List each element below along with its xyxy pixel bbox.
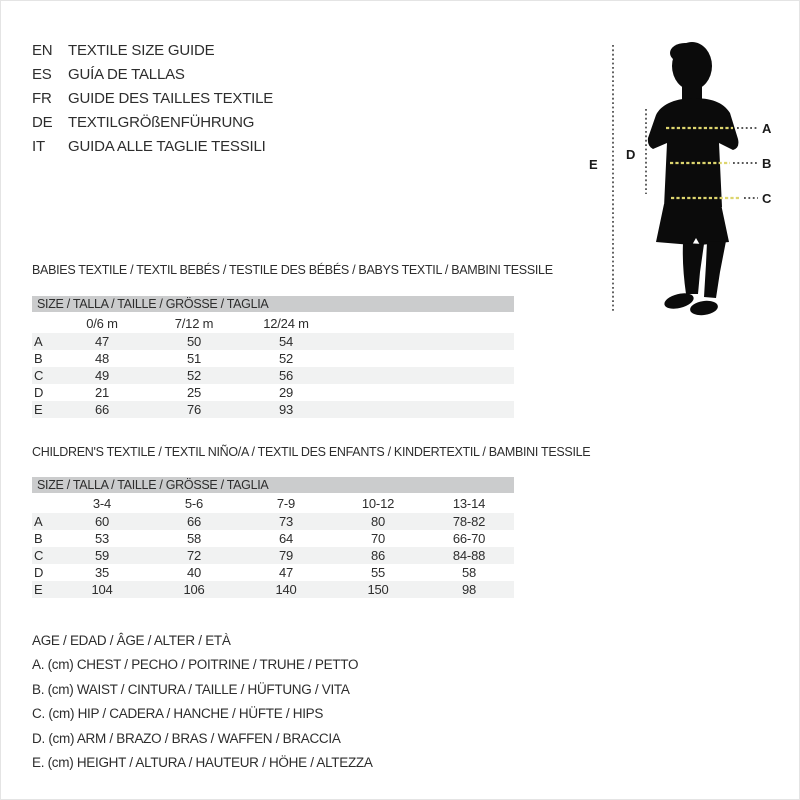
value-cell: 84-88 [452, 548, 486, 563]
legend-line-waist: B. (cm) WAIST / CINTURA / TAILLE / HÜFTUNG / VITA [32, 681, 350, 697]
column-header-cell: 7-9 [276, 496, 296, 511]
table-row [32, 333, 514, 350]
value-cell: 40 [186, 565, 202, 580]
figure-label-d: D [626, 147, 636, 162]
children-section-heading: CHILDREN'S TEXTILE / TEXTIL NIÑO/A / TEXTIL DES ENFANTS / KINDERTEXTIL / BAMBINI TESSILE [32, 445, 591, 459]
value-cell: 86 [370, 548, 386, 563]
value-cell: 53 [94, 531, 110, 546]
value-cell: 60 [94, 514, 110, 529]
babies-size-table [32, 314, 514, 418]
value-cell: 51 [186, 351, 202, 366]
column-header-cell: 13-14 [452, 496, 486, 511]
value-cell: 58 [461, 565, 477, 580]
value-cell: 78-82 [452, 514, 486, 529]
figure-label-b: B [762, 156, 772, 171]
table-header-row [32, 314, 514, 333]
filler-cell [332, 384, 514, 401]
language-code: IT [32, 138, 45, 155]
language-label: GUIDE DES TAILLES TEXTILE [68, 90, 274, 107]
table-row [32, 401, 514, 418]
value-cell: 50 [186, 334, 202, 349]
value-cell: 55 [370, 565, 386, 580]
language-row [32, 63, 273, 87]
value-cell: 73 [278, 514, 294, 529]
language-row [32, 135, 273, 159]
silhouette-right-leg [704, 241, 726, 298]
figure-label-e: E [589, 157, 598, 172]
babies-section-heading: BABIES TEXTILE / TEXTIL BEBÉS / TESTILE DES BÉBÉS / BABYS TEXTIL / BAMBINI TESSILE [32, 263, 553, 277]
row-label-cell: B [34, 531, 43, 546]
value-cell: 106 [183, 582, 205, 597]
language-code: FR [32, 90, 52, 107]
table-row [32, 581, 514, 598]
filler-cell [332, 350, 514, 367]
legend-line-arm: D. (cm) ARM / BRAZO / BRAS / WAFFEN / BRACCIA [32, 730, 341, 746]
value-cell: 66 [186, 514, 202, 529]
value-cell: 58 [186, 531, 202, 546]
table-row [32, 367, 514, 384]
value-cell: 49 [94, 368, 110, 383]
column-header-cell: 10-12 [361, 496, 395, 511]
silhouette-left-leg [683, 243, 704, 294]
value-cell: 48 [94, 351, 110, 366]
measurement-figure [575, 22, 790, 322]
table-corner-cell [32, 314, 56, 333]
row-label-cell: C [34, 548, 44, 563]
babies-size-header-bar: SIZE / TALLA / TAILLE / GRÖSSE / TAGLIA [32, 296, 514, 312]
measurement-legend [32, 629, 373, 775]
value-cell: 140 [275, 582, 297, 597]
table-row [32, 350, 514, 367]
filler-cell [332, 333, 514, 350]
row-label-cell: A [34, 514, 43, 529]
value-cell: 47 [278, 565, 294, 580]
figure-label-a: A [762, 121, 772, 136]
language-code: ES [32, 66, 52, 83]
language-label: GUÍA DE TALLAS [68, 66, 185, 83]
language-code: DE [32, 114, 53, 131]
table-header-row [32, 494, 514, 513]
value-cell: 56 [278, 368, 294, 383]
row-label-cell: E [34, 582, 43, 597]
value-cell: 80 [370, 514, 386, 529]
language-row [32, 39, 273, 63]
language-row [32, 87, 273, 111]
children-size-header-bar: SIZE / TALLA / TAILLE / GRÖSSE / TAGLIA [32, 477, 514, 493]
legend-line-height: E. (cm) HEIGHT / ALTURA / HAUTEUR / HÖHE / ALTEZZA [32, 754, 373, 770]
value-cell: 72 [186, 548, 202, 563]
value-cell: 104 [91, 582, 113, 597]
value-cell: 70 [370, 531, 386, 546]
value-cell: 64 [278, 531, 294, 546]
value-cell: 25 [186, 385, 202, 400]
column-header-cell: 0/6 m [86, 316, 118, 331]
value-cell: 66-70 [452, 531, 486, 546]
column-header-cell: 12/24 m [263, 316, 309, 331]
value-cell: 47 [94, 334, 110, 349]
value-cell: 21 [94, 385, 110, 400]
value-cell: 52 [278, 351, 294, 366]
language-label: TEXTILGRÖßENFÜHRUNG [68, 114, 255, 131]
language-label: GUIDA ALLE TAGLIE TESSILI [68, 138, 266, 155]
row-label-cell: D [34, 565, 44, 580]
value-cell: 29 [278, 385, 294, 400]
value-cell: 79 [278, 548, 294, 563]
table-row [32, 547, 514, 564]
table-row [32, 564, 514, 581]
legend-line-hip: C. (cm) HIP / CADERA / HANCHE / HÜFTE / HIPS [32, 706, 324, 722]
language-row [32, 111, 273, 135]
value-cell: 76 [186, 402, 202, 417]
row-label-cell: D [34, 385, 44, 400]
language-code: EN [32, 42, 53, 59]
filler-cell [332, 367, 514, 384]
language-label: TEXTILE SIZE GUIDE [68, 42, 215, 59]
children-size-table [32, 494, 514, 598]
value-cell: 54 [278, 334, 294, 349]
silhouette-shorts [656, 204, 729, 245]
language-list [32, 39, 273, 159]
row-label-cell: A [34, 334, 43, 349]
table-row [32, 530, 514, 547]
row-label-cell: B [34, 351, 43, 366]
child-silhouette [648, 42, 739, 317]
table-corner-cell [32, 494, 56, 513]
column-header-cell: 5-6 [184, 496, 204, 511]
table-row [32, 513, 514, 530]
value-cell: 66 [94, 402, 110, 417]
value-cell: 52 [186, 368, 202, 383]
row-label-cell: C [34, 368, 44, 383]
column-header-cell: 7/12 m [174, 316, 214, 331]
filler-cell [332, 401, 514, 418]
table-row [32, 384, 514, 401]
value-cell: 59 [94, 548, 110, 563]
filler-cell [332, 314, 514, 333]
column-header-cell: 3-4 [92, 496, 112, 511]
legend-line-chest: A. (cm) CHEST / PECHO / POITRINE / TRUHE / PETTO [32, 657, 359, 673]
figure-label-c: C [762, 191, 772, 206]
value-cell: 150 [367, 582, 389, 597]
silhouette-torso [648, 98, 739, 207]
value-cell: 35 [94, 565, 110, 580]
value-cell: 93 [278, 402, 294, 417]
legend-line-age: AGE / EDAD / ÂGE / ALTER / ETÀ [32, 633, 231, 648]
value-cell: 98 [461, 582, 477, 597]
silhouette-right-shoe [689, 299, 719, 317]
row-label-cell: E [34, 402, 43, 417]
